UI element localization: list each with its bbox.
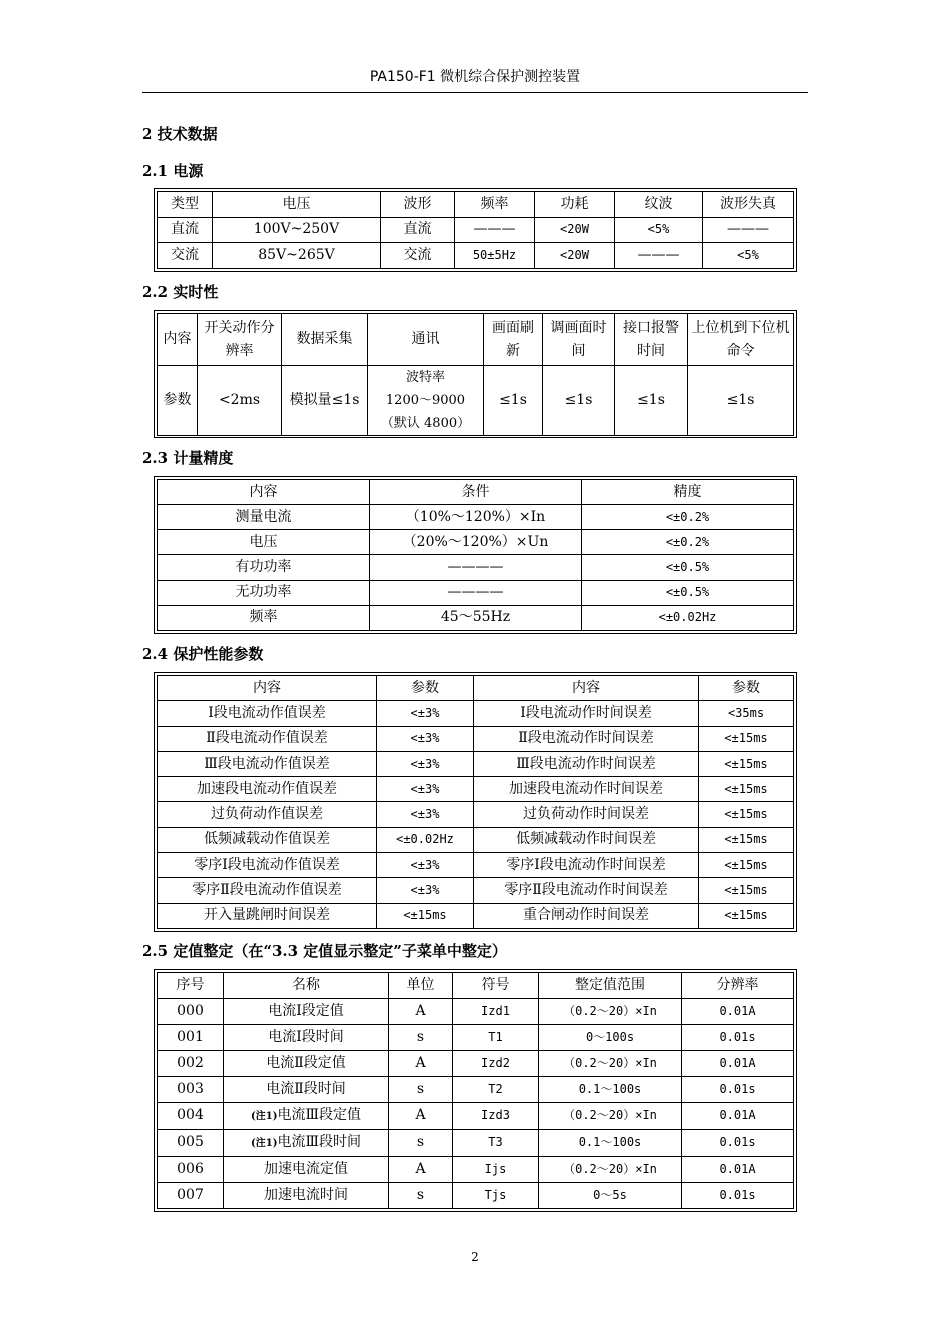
table-cell: 005 xyxy=(158,1129,224,1156)
power-table xyxy=(154,188,797,272)
table-header-cell: 整定值范围 xyxy=(539,973,682,999)
table-header-cell: 条件 xyxy=(370,480,582,505)
table-cell: <±15ms xyxy=(377,903,474,928)
table-cell: 零序Ⅱ段电流动作值误差 xyxy=(158,878,377,903)
section-2-3-title: 2.3 计量精度 xyxy=(142,449,234,467)
setting-table xyxy=(154,969,797,1212)
table-cell: ——— xyxy=(703,217,794,243)
table-cell: <±0.5% xyxy=(582,555,794,580)
table-cell: 002 xyxy=(158,1050,224,1076)
table-cell: <±0.02Hz xyxy=(582,605,794,630)
table-header-cell: 内容 xyxy=(474,676,699,701)
table-cell: 频率 xyxy=(158,605,370,630)
table-cell: 零序Ⅰ段电流动作值误差 xyxy=(158,853,377,878)
table-header-cell: 功耗 xyxy=(535,192,615,218)
table-header-cell: 精度 xyxy=(582,480,794,505)
page-number: 2 xyxy=(471,1250,479,1264)
table-cell: Tjs xyxy=(453,1182,539,1208)
table-cell: 加速电流定值 xyxy=(224,1157,389,1183)
table-cell: 过负荷动作值误差 xyxy=(158,802,377,827)
table-row xyxy=(158,777,794,802)
table-cell: T2 xyxy=(453,1076,539,1102)
table-header-cell: 开关动作分辨率 xyxy=(198,314,282,366)
table-cell: ——— xyxy=(615,243,703,269)
table-cell: <20W xyxy=(535,243,615,269)
table-cell: T1 xyxy=(453,1024,539,1050)
table-cell: <5% xyxy=(615,217,703,243)
table-cell: 参数 xyxy=(158,366,198,436)
table-cell: 001 xyxy=(158,1024,224,1050)
table-cell: （0.2～20）×In xyxy=(539,1050,682,1076)
table-cell: 电流Ⅱ段时间 xyxy=(224,1076,389,1102)
table-cell: 0.1～100s xyxy=(539,1076,682,1102)
table-cell: <±0.02Hz xyxy=(377,827,474,852)
table-cell: 无功功率 xyxy=(158,580,370,605)
table-cell: 重合闸动作时间误差 xyxy=(474,903,699,928)
table-row xyxy=(158,1076,794,1102)
table-header-cell: 类型 xyxy=(158,192,213,218)
table-cell: Ⅰ段电流动作值误差 xyxy=(158,701,377,726)
note-marker: (注1) xyxy=(251,1110,278,1122)
table-cell: <±15ms xyxy=(699,903,794,928)
table-cell: <±15ms xyxy=(699,777,794,802)
table-cell: 直流 xyxy=(381,217,455,243)
table-cell: 零序Ⅰ段电流动作时间误差 xyxy=(474,853,699,878)
section-2-1-title: 2.1 电源 xyxy=(142,162,204,180)
table-cell: Izd1 xyxy=(453,998,539,1024)
table-row xyxy=(158,366,794,436)
table-header-cell: 符号 xyxy=(453,973,539,999)
table-cell: <±3% xyxy=(377,777,474,802)
table-header-cell: 频率 xyxy=(455,192,535,218)
table-row xyxy=(158,903,794,928)
table-cell: 有功功率 xyxy=(158,555,370,580)
table-cell: <±15ms xyxy=(699,802,794,827)
table-cell: 0.01A xyxy=(682,1102,794,1129)
table-cell: <20W xyxy=(535,217,615,243)
table-header-cell: 单位 xyxy=(389,973,453,999)
table-cell: <±3% xyxy=(377,751,474,776)
table-header-cell: 画面刷新 xyxy=(484,314,543,366)
table-row xyxy=(158,676,794,701)
table-row xyxy=(158,1102,794,1129)
baud-default: （默认 4800） xyxy=(380,416,471,431)
table-cell: A xyxy=(389,998,453,1024)
table-header-cell: 波形失真 xyxy=(703,192,794,218)
table-cell: 0.01A xyxy=(682,998,794,1024)
table-cell: （0.2～20）×In xyxy=(539,1102,682,1129)
table-cell: 电流Ⅱ段定值 xyxy=(224,1050,389,1076)
table-cell xyxy=(224,1102,389,1129)
table-header-cell: 上位机到下位机命令 xyxy=(688,314,794,366)
table-cell: Ijs xyxy=(453,1157,539,1183)
realtime-table xyxy=(154,310,797,438)
baud-label: 波特率 xyxy=(405,370,445,385)
table-cell: A xyxy=(389,1157,453,1183)
table-header-cell: 接口报警时间 xyxy=(615,314,688,366)
table-header-cell: 内容 xyxy=(158,314,198,366)
table-cell: 加速段电流动作时间误差 xyxy=(474,777,699,802)
table-row xyxy=(158,505,794,530)
table-cell: Ⅲ段电流动作值误差 xyxy=(158,751,377,776)
table-cell: 007 xyxy=(158,1182,224,1208)
section-2-title: 2 技术数据 xyxy=(142,125,218,143)
table-cell: 0.01s xyxy=(682,1024,794,1050)
table-cell: ≤1s xyxy=(688,366,794,436)
table-cell: 加速段电流动作值误差 xyxy=(158,777,377,802)
table-row xyxy=(158,998,794,1024)
table-row xyxy=(158,1182,794,1208)
table-row xyxy=(158,1157,794,1183)
baud-range: 1200～9000 xyxy=(385,393,466,408)
table-cell: <±15ms xyxy=(699,827,794,852)
page-header: PA150-F1 微机综合保护测控装置 xyxy=(142,66,808,93)
table-cell: ———— xyxy=(370,580,582,605)
table-header-cell: 参数 xyxy=(377,676,474,701)
table-cell: （20%～120%）×Un xyxy=(370,530,582,555)
table-cell: 过负荷动作时间误差 xyxy=(474,802,699,827)
table-cell: A xyxy=(389,1102,453,1129)
table-cell: s xyxy=(389,1182,453,1208)
table-header-cell: 参数 xyxy=(699,676,794,701)
table-cell: Ⅱ段电流动作值误差 xyxy=(158,726,377,751)
table-row xyxy=(158,1024,794,1050)
table-cell: 零序Ⅱ段电流动作时间误差 xyxy=(474,878,699,903)
table-cell: A xyxy=(389,1050,453,1076)
table-row xyxy=(158,555,794,580)
table-cell: 85V~265V xyxy=(213,243,381,269)
table-header-cell: 通讯 xyxy=(368,314,484,366)
table-row xyxy=(158,853,794,878)
table-cell: 电流Ⅰ段定值 xyxy=(224,998,389,1024)
table-row xyxy=(158,243,794,269)
table-cell: <5% xyxy=(703,243,794,269)
table-row xyxy=(158,878,794,903)
table-cell: ——— xyxy=(455,217,535,243)
table-cell: ≤1s xyxy=(615,366,688,436)
table-row xyxy=(158,530,794,555)
table-cell: <±0.5% xyxy=(582,580,794,605)
note-marker: (注1) xyxy=(251,1137,278,1149)
table-cell: （10%～120%）×In xyxy=(370,505,582,530)
section-2-5-title: 2.5 定值整定（在“3.3 定值显示整定”子菜单中整定） xyxy=(142,942,507,960)
table-cell: 交流 xyxy=(381,243,455,269)
table-cell: 低频减载动作时间误差 xyxy=(474,827,699,852)
table-row xyxy=(158,726,794,751)
table-cell: 000 xyxy=(158,998,224,1024)
table-cell: 测量电流 xyxy=(158,505,370,530)
table-cell: Izd2 xyxy=(453,1050,539,1076)
table-cell: <±3% xyxy=(377,853,474,878)
table-cell: 0～5s xyxy=(539,1182,682,1208)
table-row xyxy=(158,480,794,505)
table-row xyxy=(158,751,794,776)
table-cell: ≤1s xyxy=(484,366,543,436)
table-cell: 0～100s xyxy=(539,1024,682,1050)
table-cell: 0.01s xyxy=(682,1129,794,1156)
table-cell: Ⅰ段电流动作时间误差 xyxy=(474,701,699,726)
section-2-2-title: 2.2 实时性 xyxy=(142,283,219,301)
table-header-cell: 电压 xyxy=(213,192,381,218)
table-cell: s xyxy=(389,1129,453,1156)
table-cell: 004 xyxy=(158,1102,224,1129)
table-cell: <±15ms xyxy=(699,853,794,878)
table-cell: <±15ms xyxy=(699,878,794,903)
table-cell: 0.01s xyxy=(682,1076,794,1102)
table-row xyxy=(158,802,794,827)
table-cell: 0.01A xyxy=(682,1050,794,1076)
table-header-cell: 数据采集 xyxy=(282,314,368,366)
table-cell: 低频减载动作值误差 xyxy=(158,827,377,852)
table-row xyxy=(158,827,794,852)
table-header-cell: 序号 xyxy=(158,973,224,999)
table-cell: <35ms xyxy=(699,701,794,726)
table-row xyxy=(158,314,794,366)
table-cell: 开入量跳闸时间误差 xyxy=(158,903,377,928)
table-cell: <±3% xyxy=(377,701,474,726)
table-cell: 50±5Hz xyxy=(455,243,535,269)
table-cell: Ⅱ段电流动作时间误差 xyxy=(474,726,699,751)
table-header-cell: 调画面时间 xyxy=(543,314,615,366)
table-cell: 0.01A xyxy=(682,1157,794,1183)
table-cell: <±0.2% xyxy=(582,505,794,530)
table-cell: <±3% xyxy=(377,802,474,827)
table-cell: 加速电流时间 xyxy=(224,1182,389,1208)
table-row xyxy=(158,701,794,726)
table-cell: 003 xyxy=(158,1076,224,1102)
table-header-cell: 波形 xyxy=(381,192,455,218)
table-cell: 45～55Hz xyxy=(370,605,582,630)
table-cell: 电流Ⅰ段时间 xyxy=(224,1024,389,1050)
table-cell xyxy=(224,1129,389,1156)
table-cell: 电压 xyxy=(158,530,370,555)
table-cell: （0.2～20）×In xyxy=(539,998,682,1024)
table-cell: <±15ms xyxy=(699,726,794,751)
setting-name: 电流Ⅲ段时间 xyxy=(277,1133,361,1150)
protection-table xyxy=(154,672,797,932)
table-cell: ———— xyxy=(370,555,582,580)
table-header-cell: 名称 xyxy=(224,973,389,999)
table-cell: 006 xyxy=(158,1157,224,1183)
table-row xyxy=(158,192,794,218)
meter-table xyxy=(154,476,797,634)
table-header-cell: 内容 xyxy=(158,676,377,701)
table-cell: Ⅲ段电流动作时间误差 xyxy=(474,751,699,776)
table-row xyxy=(158,217,794,243)
table-cell: Izd3 xyxy=(453,1102,539,1129)
table-header-cell: 分辨率 xyxy=(682,973,794,999)
table-cell: <2ms xyxy=(198,366,282,436)
table-cell: ≤1s xyxy=(543,366,615,436)
table-cell: <±15ms xyxy=(699,751,794,776)
table-row xyxy=(158,605,794,630)
table-cell: <±3% xyxy=(377,726,474,751)
table-cell: 100V~250V xyxy=(213,217,381,243)
table-cell: <±0.2% xyxy=(582,530,794,555)
table-cell: 模拟量≤1s xyxy=(282,366,368,436)
table-header-cell: 内容 xyxy=(158,480,370,505)
table-cell: s xyxy=(389,1024,453,1050)
table-cell: s xyxy=(389,1076,453,1102)
table-row xyxy=(158,973,794,999)
table-row xyxy=(158,1050,794,1076)
table-row xyxy=(158,580,794,605)
table-cell xyxy=(368,366,484,436)
setting-name: 电流Ⅲ段定值 xyxy=(277,1106,361,1123)
table-row xyxy=(158,1129,794,1156)
table-cell: <±3% xyxy=(377,878,474,903)
table-cell: 0.1～100s xyxy=(539,1129,682,1156)
table-cell: 直流 xyxy=(158,217,213,243)
table-header-cell: 纹波 xyxy=(615,192,703,218)
table-cell: （0.2～20）×In xyxy=(539,1157,682,1183)
table-cell: 0.01s xyxy=(682,1182,794,1208)
table-cell: 交流 xyxy=(158,243,213,269)
table-cell: T3 xyxy=(453,1129,539,1156)
section-2-4-title: 2.4 保护性能参数 xyxy=(142,645,264,663)
